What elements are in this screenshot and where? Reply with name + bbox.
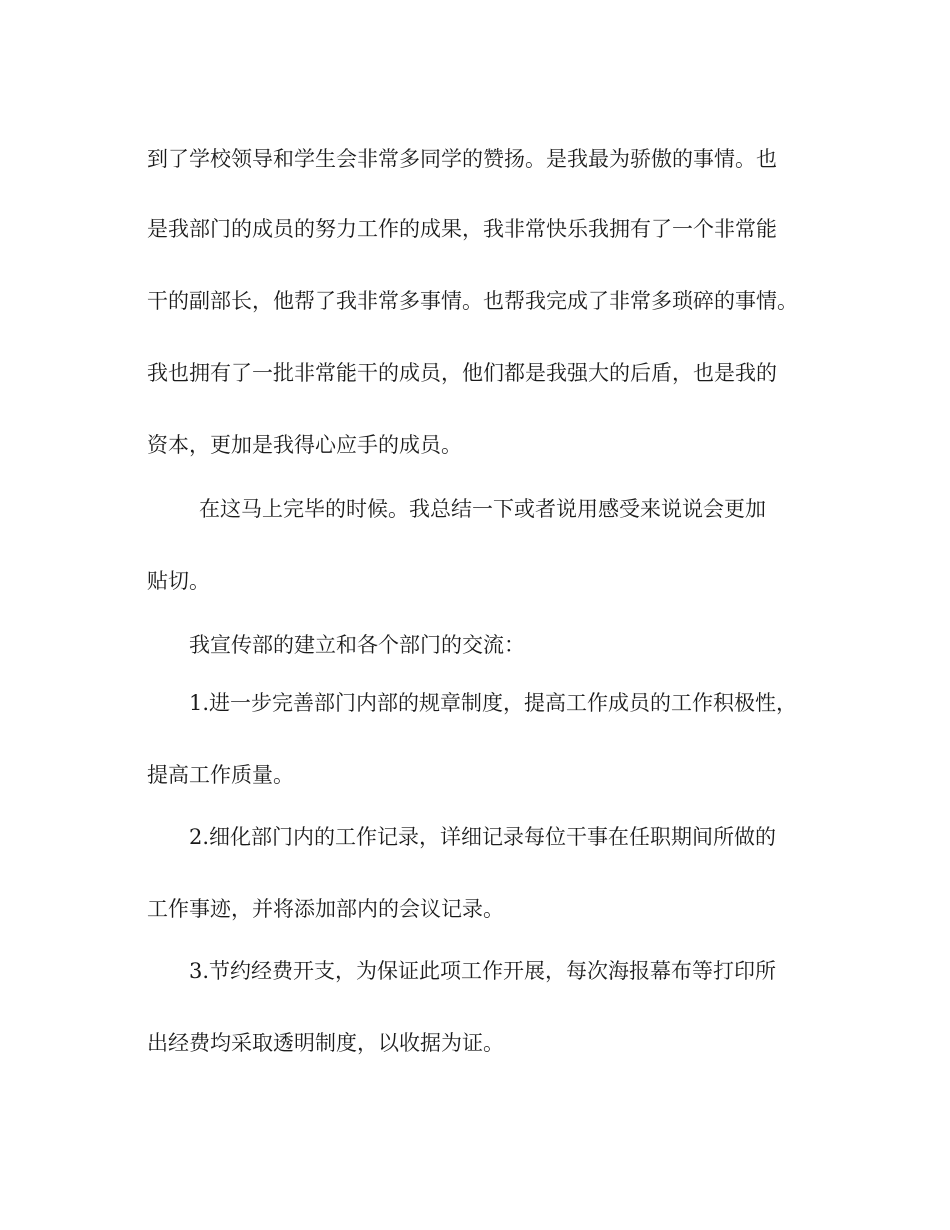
text-line: 出经费均采取透明制度，以收据为证。 [147,1031,504,1055]
text-line: 在这马上完毕的时候。我总结一下或者说用感受来说说会更加 [199,497,766,521]
text-line: 3.节约经费开支，为保证此项工作开展，每次海报幕布等打印所 [189,959,777,983]
text-line: 是我部门的成员的努力工作的成果，我非常快乐我拥有了一个非常能 [147,217,777,241]
text-line: 工作事迹，并将添加部内的会议记录。 [147,897,504,921]
text-line: 1.进一步完善部门内部的规章制度，提高工作成员的工作积极性， [189,691,798,715]
text-line: 2.细化部门内的工作记录，详细记录每位干事在任职期间所做的 [189,825,777,849]
text-line: 资本，更加是我得心应手的成员。 [147,433,462,457]
text-line: 提高工作质量。 [147,763,294,787]
text-line: 干的副部长，他帮了我非常多事情。也帮我完成了非常多琐碎的事情。 [147,289,798,313]
text-line: 贴切。 [147,569,210,593]
text-line: 我宣传部的建立和各个部门的交流： [189,633,525,657]
text-line: 我也拥有了一批非常能干的成员，他们都是我强大的后盾，也是我的 [147,361,777,385]
text-line: 到了学校领导和学生会非常多同学的赞扬。是我最为骄傲的事情。也 [147,147,777,171]
